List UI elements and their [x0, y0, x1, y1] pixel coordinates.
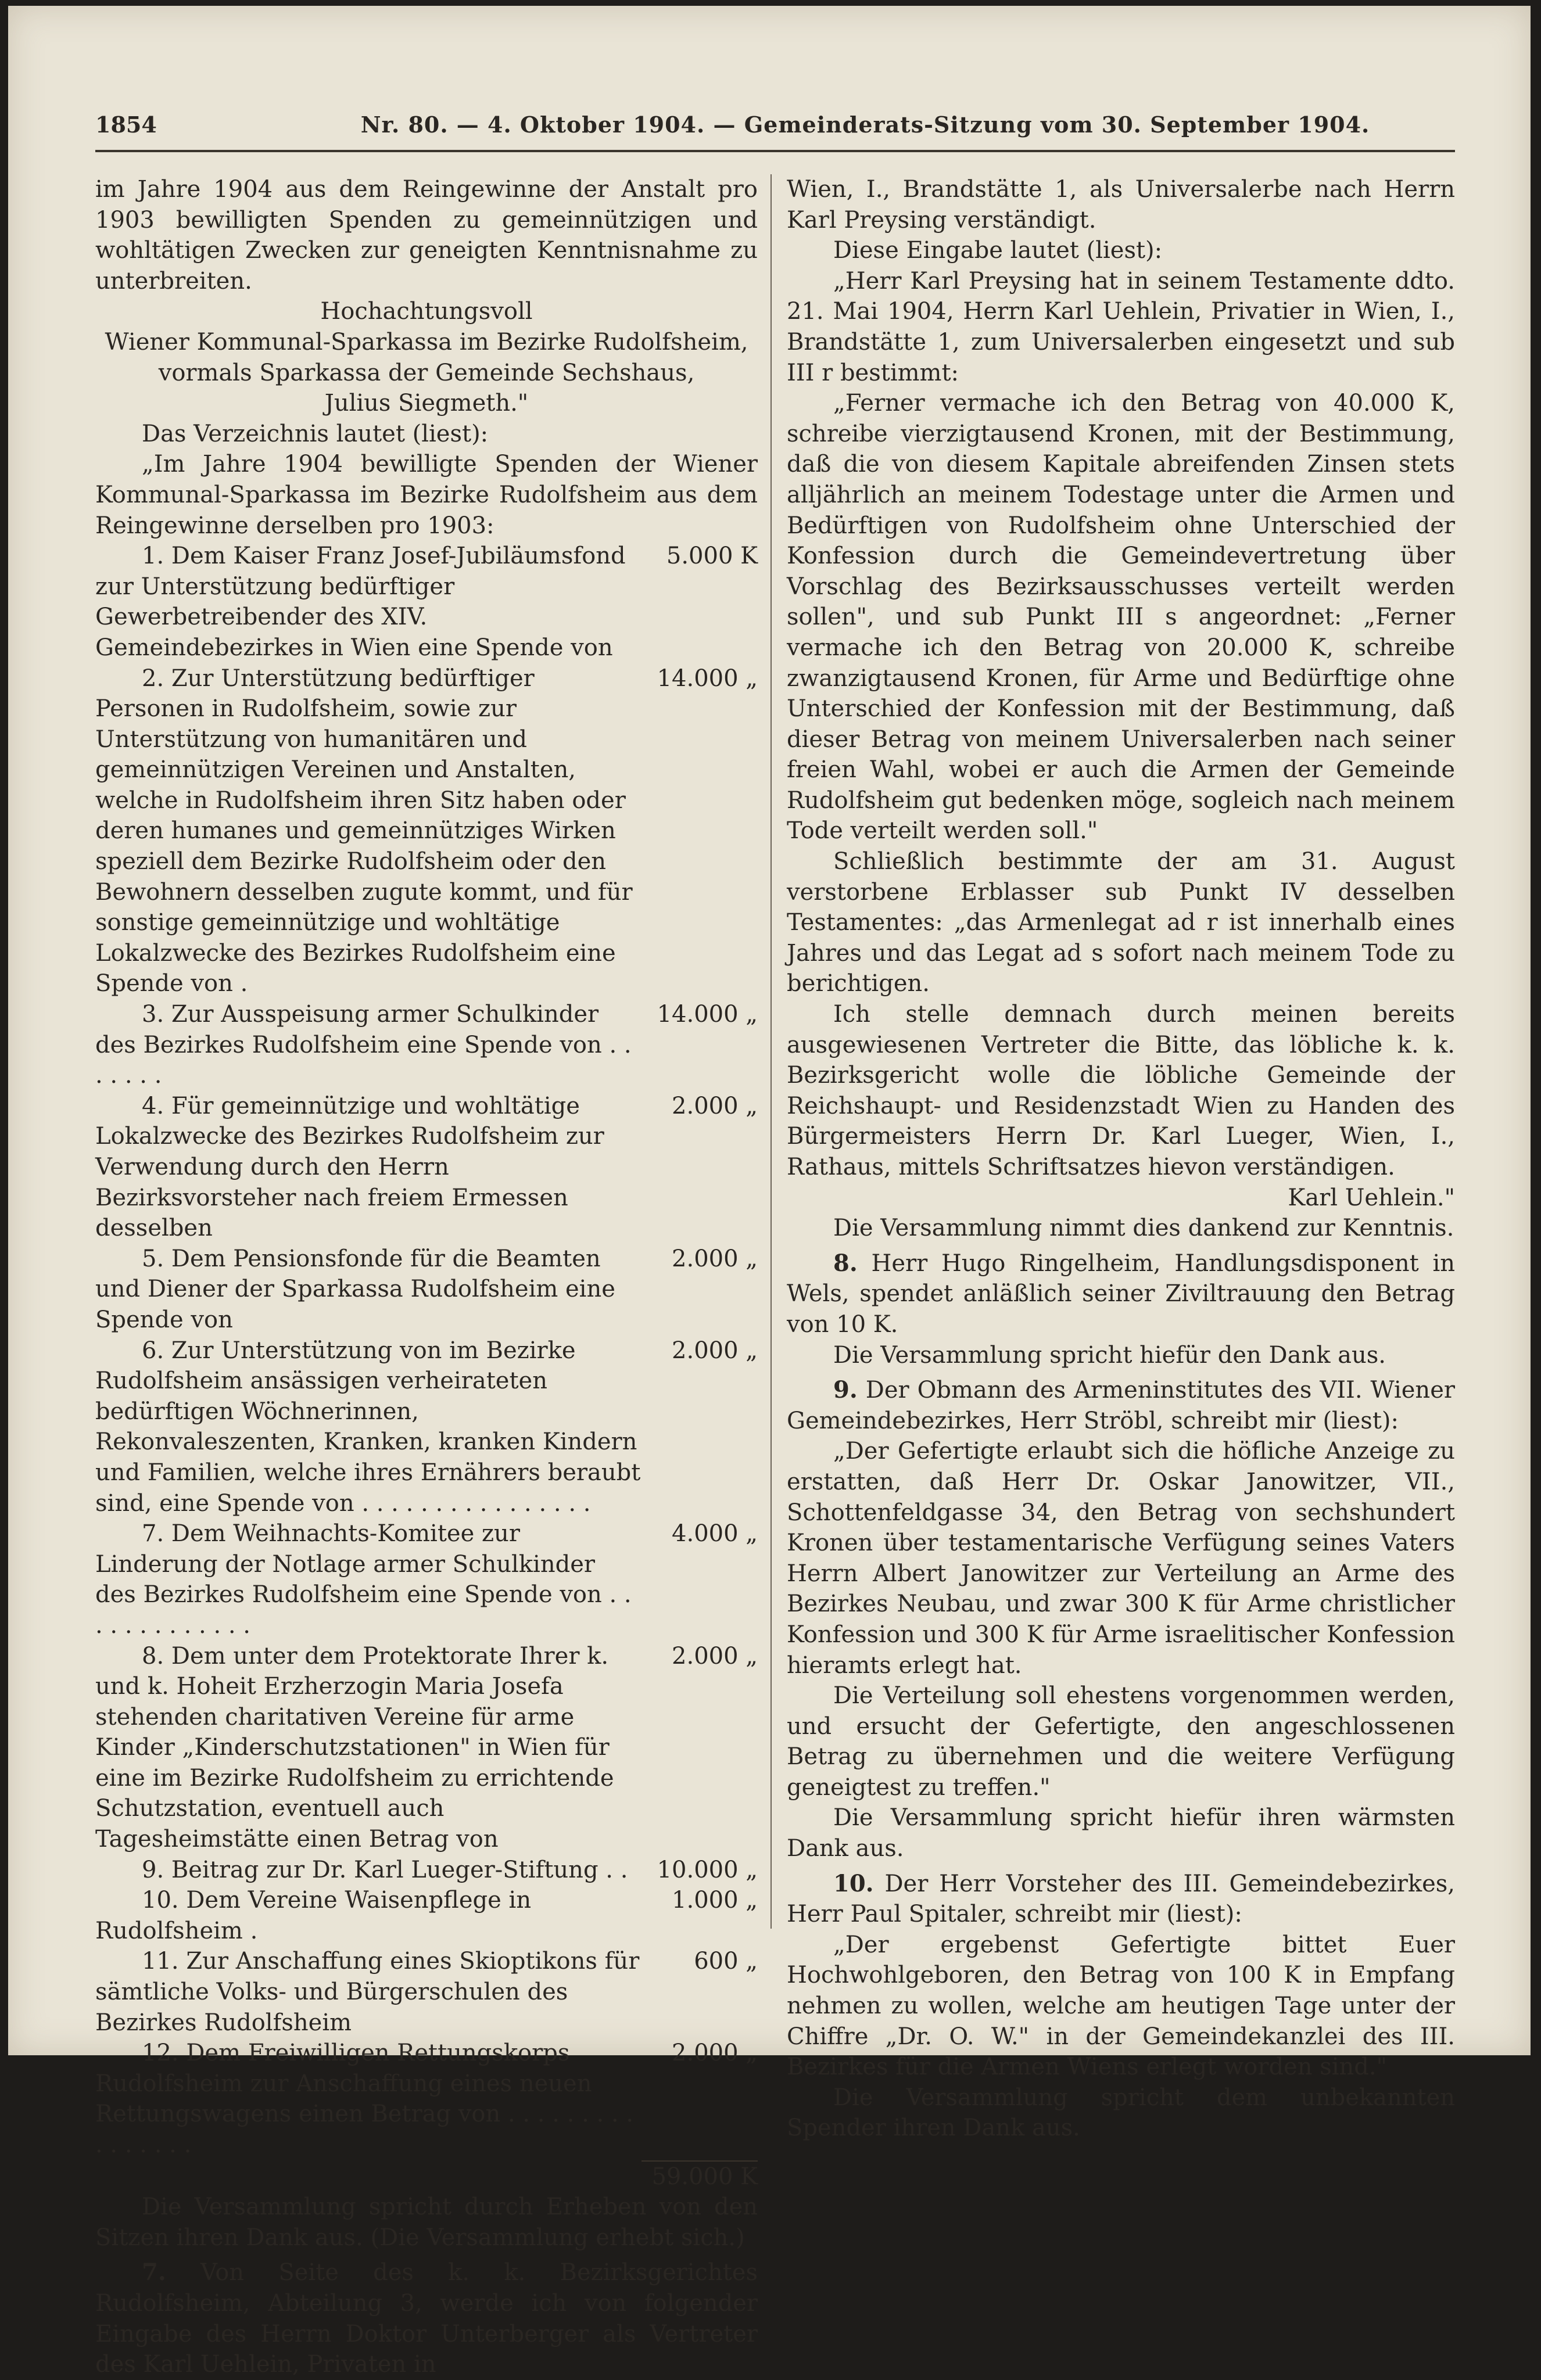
intro-text: im Jahre 1904 aus dem Reingewinne der Anstalt pro 1903 bewilligten Spenden zu gemeinnützigen und wohltätigen Zwecken zur geneigten Kenntnisnahme zu unterbreiten.: [95, 176, 758, 295]
sender-line-2: vormals Sparkassa der Gemeinde Sechshaus,: [158, 359, 695, 386]
item-text: Der Obmann des Armeninstitutes des VII. Wiener Gemeindebezirkes, Herr Ströbl, schreibt mir (liest):: [787, 1377, 1455, 1434]
item-10: [787, 1869, 1455, 1930]
sender-line-3: Julius Siegmeth.": [324, 390, 529, 417]
donation-item: [95, 1244, 758, 1336]
donation-item: [95, 1519, 758, 1640]
donation-item: [95, 663, 758, 1000]
donation-item: [95, 1855, 758, 1886]
assembly-note: Die Versammlung spricht hiefür ihren wärmsten Dank aus.: [787, 1804, 1455, 1862]
assembly-note: Die Versammlung spricht dem unbekannten Spender ihren Dank aus.: [787, 2084, 1455, 2142]
donation-amount: 5.000 K: [666, 543, 758, 570]
closing-line: Hochachtungsvoll: [320, 298, 533, 325]
donation-amount: 2.000 „: [672, 2040, 758, 2067]
donation-amount: 14.000 „: [657, 665, 758, 692]
paragraph: Schließlich bestimmte der am 31. August verstorbene Erblasser sub Punkt IV desselben Testamentes: „das Armenlegat ad r ist innerhalb eines Jahres und das Legat ad s sofort nach meinem Tode zu berichtigen.: [787, 848, 1455, 997]
donation-amount: 4.000 „: [672, 1520, 758, 1548]
donation-text: 8. Dem unter dem Protektorate Ihrer k. und k. Hoheit Erzherzogin Maria Josefa stehenden charitativen Vereine für arme Kinder „Kinderschutzstationen" in Wien für eine im Bezirke Rudolfsheim zu errichtende Schutzstation, eventuell auch Tagesheimstätte einen Betrag von: [95, 1642, 614, 1853]
assembly-note: Die Versammlung spricht hiefür den Dank aus.: [833, 1341, 1386, 1369]
header-title: Nr. 80. — 4. Oktober 1904. — Gemeinderats-Sitzung vom 30. September 1904.: [360, 112, 1370, 138]
header-rule: [95, 150, 1455, 152]
item-text: Von Seite des k. k. Bezirksgerichtes Rudolfsheim, Abteilung 3, werde ich von folgender Eingabe des Herrn Doktor Unterberger als Vertreter des Karl Uehlein, Privaten in: [95, 2259, 758, 2378]
item-number: 7.: [142, 2259, 166, 2286]
paragraph: „Ferner vermache ich den Betrag von 40.000 K, schreibe vierzigtausend Kronen, mit der Bestimmung, daß die von diesem Kapitale abreifenden Zinsen stets alljährlich an meinem Todestage unter die Armen und Bedürftigen von Rudolfsheim ohne Unterschied der Konfession durch die Gemeindevertretung über Vorschlag des Bezirksausschusses verteilt werden sollen", und sub Punkt III s angeordnet: „Ferner vermache ich den Betrag von 20.000 K, schreibe zwanzigtausend Kronen, für Arme und Bedürftige ohne Unterschied der Konfession mit der Bestimmung, daß dieser Betrag von meinem Universalerben nach seiner freien Wahl, wobei er auch die Armen der Gemeinde Rudolfsheim gut bedenken möge, sogleich nach meinem Tode verteilt werden soll.": [787, 390, 1455, 845]
paragraph: Diese Eingabe lautet (liest):: [833, 237, 1163, 264]
donation-text: 4. Für gemeinnützige und wohltätige Lokalzwecke des Bezirkes Rudolfsheim zur Verwendung durch den Herrn Bezirksvorsteher nach freiem Ermessen desselben: [95, 1092, 604, 1242]
donation-text: 7. Dem Weihnachts-Komitee zur Linderung der Notlage armer Schulkinder des Bezirkes Rudolfsheim eine Spende von . . . . . . . . . . . . .: [95, 1520, 632, 1639]
donation-amount: 14.000 „: [657, 1001, 758, 1028]
donation-text: 5. Dem Pensionsfonde für die Beamten und Diener der Sparkassa Rudolfsheim eine Spende von: [95, 1245, 615, 1333]
page-header: [95, 112, 1461, 146]
donation-text: 12. Dem Freiwilligen Rettungskorps Rudolfsheim zur Anschaffung eines neuen Rettungswagens einen Betrag von . . . . . . . . . . . . . . . .: [95, 2040, 634, 2158]
donation-text: 2. Zur Unterstützung bedürftiger Personen in Rudolfsheim, sowie zur Unterstützung von humanitären und gemeinnützigen Vereinen und Anstalten, welche in Rudolfsheim ihren Sitz haben oder deren humanes und gemeinnütziges Wirken speziell dem Bezirke Rudolfsheim oder den Bewohnern desselben zugute kommt, und für sonstige gemeinnützige und wohltätige Lokalzwecke des Bezirkes Rudolfsheim eine Spende von .: [95, 665, 633, 997]
page-number: 1854: [95, 112, 157, 138]
paragraph: Ich stelle demnach durch meinen bereits ausgewiesenen Vertreter die Bitte, das löbliche k. k. Bezirksgericht wolle die löbliche Gemeinde der Reichshaupt- und Residenzstadt Wien zu Handen des Bürgermeisters Herrn Dr. Karl Lueger, Wien, I., Rathaus, mittels Schriftsatzes hievon verständigen.: [787, 1001, 1455, 1180]
paragraph: Die Verteilung soll ehestens vorgenommen werden, und ersucht der Gefertigte, den angeschlossenen Betrag zu übernehmen und die weitere Verfügung geneigtest zu treffen.": [787, 1682, 1455, 1801]
item-text: Der Herr Vorsteher des III. Gemeindebezirkes, Herr Paul Spitaler, schreibt mir (liest):: [787, 1870, 1455, 1928]
list-title: „Im Jahre 1904 bewilligte Spenden der Wiener Kommunal-Sparkassa im Bezirke Rudolfsheim aus dem Reingewinne derselben pro 1903:: [95, 451, 758, 539]
item-number: 8.: [833, 1249, 858, 1277]
paragraph: „Herr Karl Preysing hat in seinem Testamente ddto. 21. Mai 1904, Herrn Karl Uehlein, Privatier in Wien, I., Brandstätte 1, zum Universalerben eingesetzt und sub III r bestimmt:: [787, 267, 1455, 386]
newspaper-page: [8, 6, 1531, 2378]
signature: Karl Uehlein.": [1288, 1184, 1455, 1211]
donation-text: 6. Zur Unterstützung von im Bezirke Rudolfsheim ansässigen verheirateten bedürftigen Wöchnerinnen, Rekonvaleszenten, Kranken, kranken Kindern und Familien, welche ihres Ernährers beraubt sind, eine Spende von . . . . . . . . . . . . . . . .: [95, 1337, 641, 1517]
paragraph: Wien, I., Brandstätte 1, als Universalerbe nach Herrn Karl Preysing verständigt.: [787, 176, 1455, 234]
donation-item: [95, 1885, 758, 1946]
donation-amount: 1.000 „: [672, 1887, 758, 1914]
donation-item: [95, 1946, 758, 2038]
donation-item: [95, 1336, 758, 1519]
donation-text: 1. Dem Kaiser Franz Josef-Jubiläumsfond zur Unterstützung bedürftiger Gewerbetreibender des XIV. Gemeindebezirkes in Wien eine Spende von: [95, 543, 626, 661]
left-column: [95, 174, 758, 2380]
assembly-note: Die Versammlung nimmt dies dankend zur Kenntnis.: [833, 1215, 1454, 1242]
item-number: 9.: [833, 1376, 858, 1404]
donation-amount: 2.000 „: [672, 1337, 758, 1364]
paragraph: „Der Gefertigte erlaubt sich die höfliche Anzeige zu erstatten, daß Herr Dr. Oskar Janowitzer, VII., Schottenfeldgasse 34, den Betrag von sechshundert Kronen über testamentarische Verfügung seines Vaters Herrn Albert Janowitzer zur Verteilung an Arme des Bezirkes Neubau, und zwar 300 K für Arme christlicher Konfession und 300 K für Arme israelitischer Konfession hieramts erlegt hat.: [787, 1438, 1455, 1679]
donation-text: 11. Zur Anschaffung eines Skioptikons für sämtliche Volks- und Bürgerschulen des Bezirkes Rudolfsheim: [95, 1948, 640, 2036]
donation-text: 3. Zur Ausspeisung armer Schulkinder des Bezirkes Rudolfsheim eine Spende von . . . . . . .: [95, 1001, 632, 1089]
paragraph: „Der ergebenst Gefertigte bittet Euer Hochwohlgeboren, den Betrag von 100 K in Empfang nehmen zu wollen, welche am heutigen Tage unter der Chiffre „Dr. O. W." in der Gemeindekanzlei des III. Bezirkes für die Armen Wiens erlegt worden sind.": [787, 1931, 1455, 2081]
item-8: [787, 1248, 1455, 1340]
donation-item: [95, 541, 758, 663]
column-divider: [771, 174, 772, 1929]
donation-amount: 2.000 „: [672, 1092, 758, 1119]
right-column: [787, 174, 1455, 2144]
donation-amount: 2.000 „: [672, 1245, 758, 1272]
donation-item: [95, 1641, 758, 1855]
donation-text: 10. Dem Vereine Waisenpflege in Rudolfsheim .: [95, 1887, 532, 1944]
donation-text: 9. Beitrag zur Dr. Karl Lueger-Stiftung . .: [142, 1856, 628, 1883]
donation-amount: 2.000 „: [672, 1642, 758, 1670]
sender-line-1: Wiener Kommunal-Sparkassa im Bezirke Rudolfsheim,: [105, 328, 748, 356]
donation-total: [95, 2160, 758, 2192]
donation-amount: 10.000 „: [657, 1856, 758, 1883]
list-intro: Das Verzeichnis lautet (liest):: [142, 420, 489, 447]
item-7: [95, 2257, 758, 2379]
assembly-thanks: Die Versammlung spricht durch Erheben von den Sitzen ihren Dank aus. (Die Versammlung erhebt sich.): [95, 2194, 758, 2251]
donation-item: [95, 2038, 758, 2160]
donation-amount: 600 „: [694, 1948, 758, 1975]
total-amount: 59.000 K: [642, 2160, 758, 2192]
item-number: 10.: [833, 1869, 874, 1897]
item-9: [787, 1375, 1455, 1436]
donation-item: [95, 1091, 758, 1244]
item-text: Herr Hugo Ringelheim, Handlungsdisponent in Wels, spendet anläßlich seiner Ziviltrauung den Betrag von 10 K.: [787, 1250, 1455, 1338]
donation-item: [95, 999, 758, 1091]
